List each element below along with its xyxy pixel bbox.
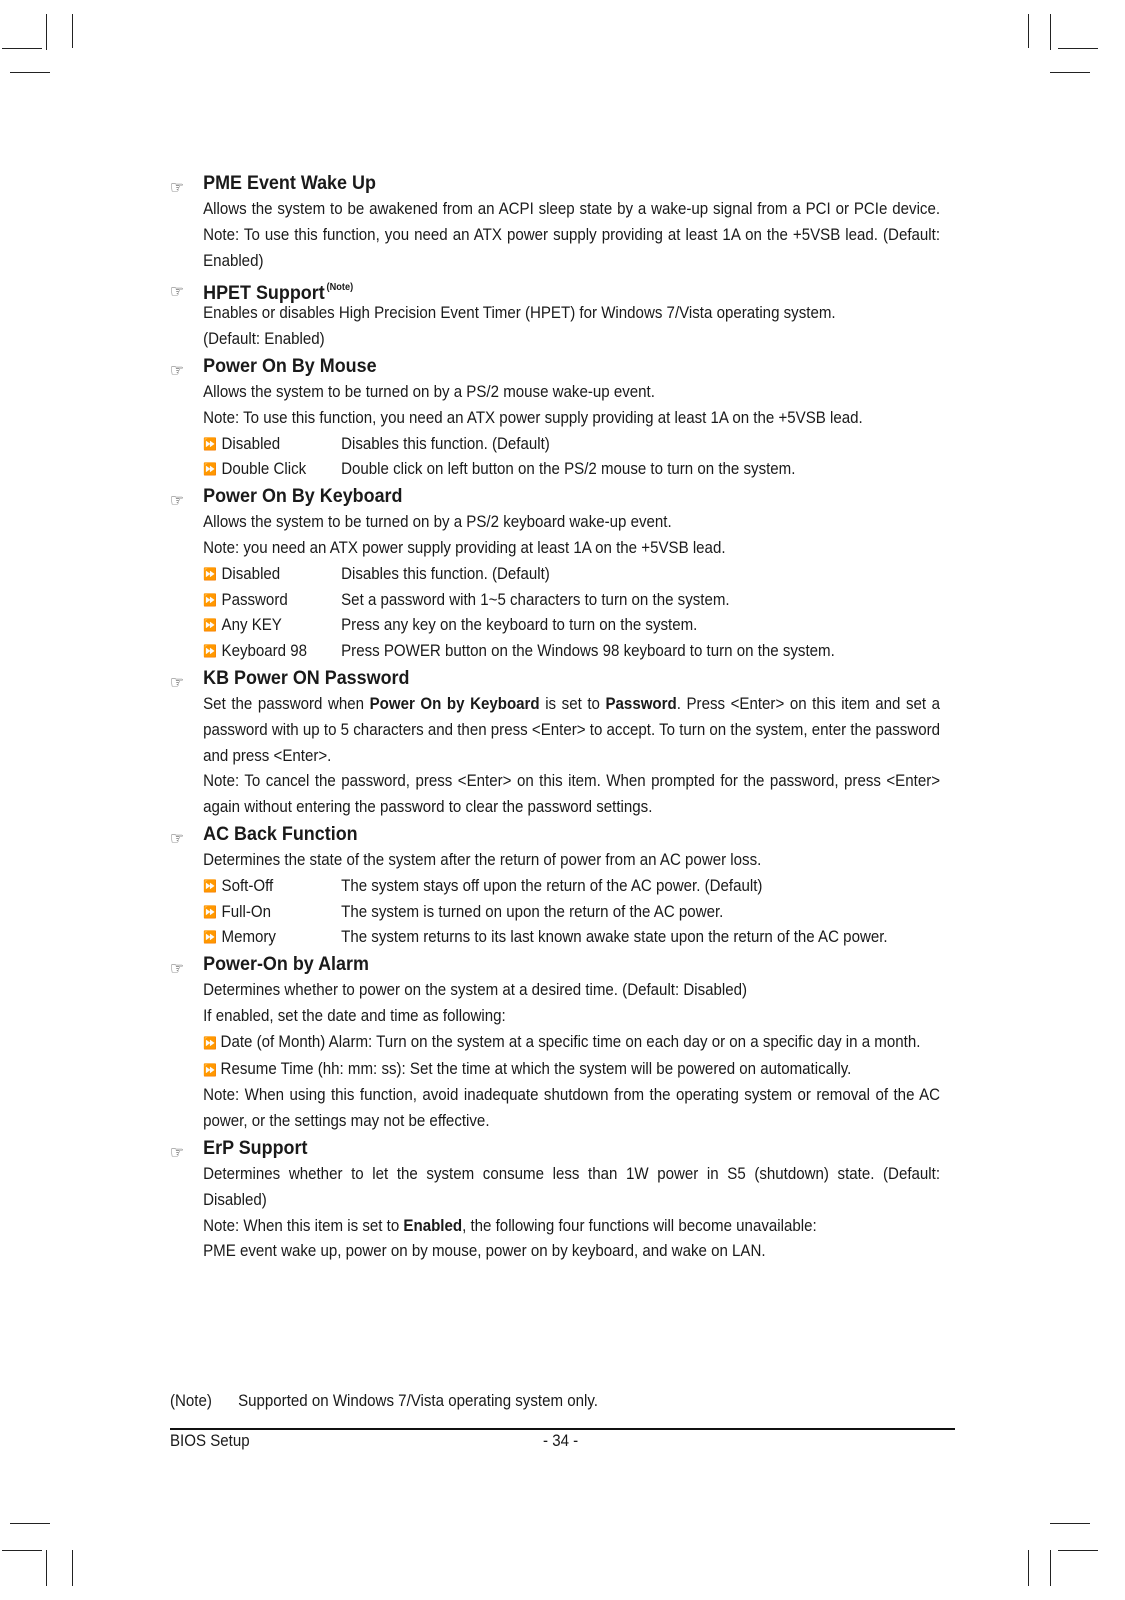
crop-mark (1050, 72, 1090, 73)
section-heading (170, 665, 940, 692)
double-arrow-icon: ⏩ (203, 1035, 217, 1050)
section-text: Determines whether to power on the system at a desired time. (Default: Disabled) (203, 981, 748, 1000)
option-row (203, 613, 940, 639)
section-text: (Default: Enabled) (203, 330, 325, 349)
section-title: KB Power ON Password (203, 666, 410, 689)
section-title: HPET Support (203, 282, 325, 305)
pointing-hand-icon: ☞ (170, 672, 185, 692)
footnote-tag: (Note) (170, 1392, 212, 1410)
section-hpet-support (170, 274, 940, 353)
section-erp-support (170, 1135, 940, 1265)
crop-mark (10, 72, 50, 73)
crop-mark (1028, 1550, 1029, 1586)
pointing-hand-icon: ☞ (170, 178, 185, 197)
text-run: Set the password when (203, 694, 370, 713)
document-body (170, 170, 941, 1265)
option-name: Memory (221, 928, 276, 947)
section-heading (170, 1135, 940, 1162)
section-text: Allows the system to be awakened from an ACPI sleep state by a wake-up signal from a PCI or PCIe device. Note: To use this function, you need an ATX power supply providing at least 1A on the +5VSB lead. (Default: Enabled) (203, 200, 941, 270)
option-desc: Disables this function. (Default) (341, 434, 550, 453)
bold-term: Password (605, 694, 677, 713)
option-name: Disabled (221, 434, 281, 453)
section-text: Allows the system to be turned on by a PS/2 mouse wake-up event. (203, 382, 655, 401)
section-heading (170, 483, 940, 510)
footer-title: BIOS Setup (170, 1432, 250, 1450)
section-text: Note: When using this function, avoid inadequate shutdown from the operating system or removal of the AC power, or the settings may not be effective. (203, 1086, 941, 1131)
section-text: Note: To use this function, you need an ATX power supply providing at least 1A on the +5VSB lead. (203, 408, 863, 427)
crop-mark (1050, 1550, 1051, 1586)
section-title: ErP Support (203, 1136, 308, 1159)
crop-mark (72, 14, 73, 48)
option-desc: The system stays off upon the return of the AC power. (Default) (341, 876, 763, 895)
double-arrow-icon: ⏩ (203, 592, 217, 607)
crop-mark (2, 1550, 42, 1551)
crop-mark (10, 1523, 50, 1524)
option-desc: Double click on left button on the PS/2 mouse to turn on the system. (341, 460, 796, 479)
section-ac-back-function (170, 821, 940, 951)
section-text (203, 1214, 940, 1240)
option-desc: The system is turned on upon the return of the AC power. (341, 902, 724, 921)
crop-mark (2, 48, 42, 49)
crop-mark (46, 1550, 47, 1586)
section-heading (170, 951, 940, 978)
option-name: Soft-Off (221, 876, 274, 895)
double-arrow-icon: ⏩ (203, 618, 217, 633)
option-row (203, 457, 940, 483)
section-heading (170, 274, 940, 305)
bullet-text: Resume Time (hh: mm: ss): Set the time at which the system will be powered on automatically. (220, 1059, 852, 1078)
pointing-hand-icon: ☞ (170, 959, 185, 979)
double-arrow-icon: ⏩ (203, 644, 217, 659)
section-text: Note: To cancel the password, press <Enter> on this item. When prompted for the password, press <Enter> again without entering the password to clear the password settings. (203, 772, 941, 817)
bullet-item (203, 1057, 940, 1084)
option-name: Double Click (221, 460, 307, 479)
section-kb-power-on-password (170, 665, 940, 821)
option-row (203, 900, 940, 926)
section-heading (170, 353, 940, 380)
pointing-hand-icon: ☞ (170, 282, 185, 302)
crop-mark (1050, 14, 1051, 50)
crop-mark (1050, 1523, 1090, 1524)
section-text: Determines whether to let the system consume less than 1W power in S5 (shutdown) state. (Default: Disabled) (203, 1164, 941, 1209)
option-row (203, 432, 940, 458)
section-title: Power On By Keyboard (203, 485, 403, 508)
section-power-on-by-keyboard (170, 483, 940, 665)
section-power-on-by-alarm (170, 951, 940, 1135)
pointing-hand-icon: ☞ (170, 360, 185, 380)
double-arrow-icon: ⏩ (203, 930, 217, 945)
option-name: Full-On (221, 902, 271, 921)
section-text: PME event wake up, power on by mouse, power on by keyboard, and wake on LAN. (203, 1242, 766, 1261)
double-arrow-icon: ⏩ (203, 904, 217, 919)
option-name: Password (221, 590, 288, 609)
section-title: Power On By Mouse (203, 354, 377, 377)
text-run: is set to (539, 694, 606, 713)
option-name: Disabled (221, 564, 281, 583)
pointing-hand-icon: ☞ (170, 828, 185, 848)
option-desc: Disables this function. (Default) (341, 564, 550, 583)
section-text (203, 692, 940, 769)
page-number: - 34 - (543, 1432, 579, 1450)
bold-term: Power On by Keyboard (369, 694, 540, 713)
section-heading (170, 170, 940, 197)
text-run: Note: When this item is set to (203, 1216, 404, 1235)
option-row (203, 562, 940, 588)
footnote (170, 1392, 998, 1411)
footer-rule (170, 1428, 955, 1430)
option-desc: Press any key on the keyboard to turn on the system. (341, 616, 698, 635)
section-text: Enables or disables High Precision Event Timer (HPET) for Windows 7/Vista operating system. (203, 304, 836, 323)
section-title: Power-On by Alarm (203, 953, 369, 976)
option-row (203, 874, 940, 900)
bullet-text: Date (of Month) Alarm: Turn on the system at a specific time on each day or on a specific day in a month. (220, 1032, 921, 1051)
section-pme-event-wake-up (170, 170, 940, 274)
option-desc: Set a password with 1~5 characters to turn on the system. (341, 590, 730, 609)
pointing-hand-icon: ☞ (170, 491, 185, 511)
footnote-text: Supported on Windows 7/Vista operating system only. (238, 1392, 598, 1410)
crop-mark (1058, 1550, 1098, 1551)
section-title: AC Back Function (203, 822, 358, 845)
text-run: , the following four functions will become unavailable: (462, 1216, 817, 1235)
double-arrow-icon: ⏩ (203, 566, 217, 581)
section-text: Determines the state of the system after the return of power from an AC power loss. (203, 850, 762, 869)
crop-mark (1028, 14, 1029, 48)
section-heading (170, 821, 940, 848)
crop-mark (46, 14, 47, 50)
double-arrow-icon: ⏩ (203, 436, 217, 451)
section-title: PME Event Wake Up (203, 172, 376, 194)
option-row (203, 639, 940, 665)
note-superscript: (Note) (326, 282, 354, 294)
crop-mark (1058, 48, 1098, 49)
option-desc: Press POWER button on the Windows 98 keyboard to turn on the system. (341, 642, 835, 661)
option-row (203, 588, 940, 614)
section-text: If enabled, set the date and time as following: (203, 1006, 506, 1025)
section-power-on-by-mouse (170, 353, 940, 483)
option-name: Keyboard 98 (221, 642, 308, 661)
double-arrow-icon: ⏩ (203, 462, 217, 477)
section-text: Note: you need an ATX power supply providing at least 1A on the +5VSB lead. (203, 538, 726, 557)
option-name: Any KEY (221, 616, 282, 635)
bold-term: Enabled (403, 1216, 463, 1235)
bullet-item (203, 1030, 940, 1057)
double-arrow-icon: ⏩ (203, 1062, 217, 1077)
section-text: Allows the system to be turned on by a PS/2 keyboard wake-up event. (203, 513, 672, 532)
option-desc: The system returns to its last known awake state upon the return of the AC power. (341, 928, 888, 947)
text-run: . Press <Enter> on this item and set a password with up to 5 characters and then press <Enter> to accept. To turn on the system, enter the password and press <Enter>. (203, 694, 941, 765)
double-arrow-icon: ⏩ (203, 878, 217, 893)
crop-mark (72, 1550, 73, 1586)
pointing-hand-icon: ☞ (170, 1142, 185, 1162)
option-row (203, 925, 940, 951)
